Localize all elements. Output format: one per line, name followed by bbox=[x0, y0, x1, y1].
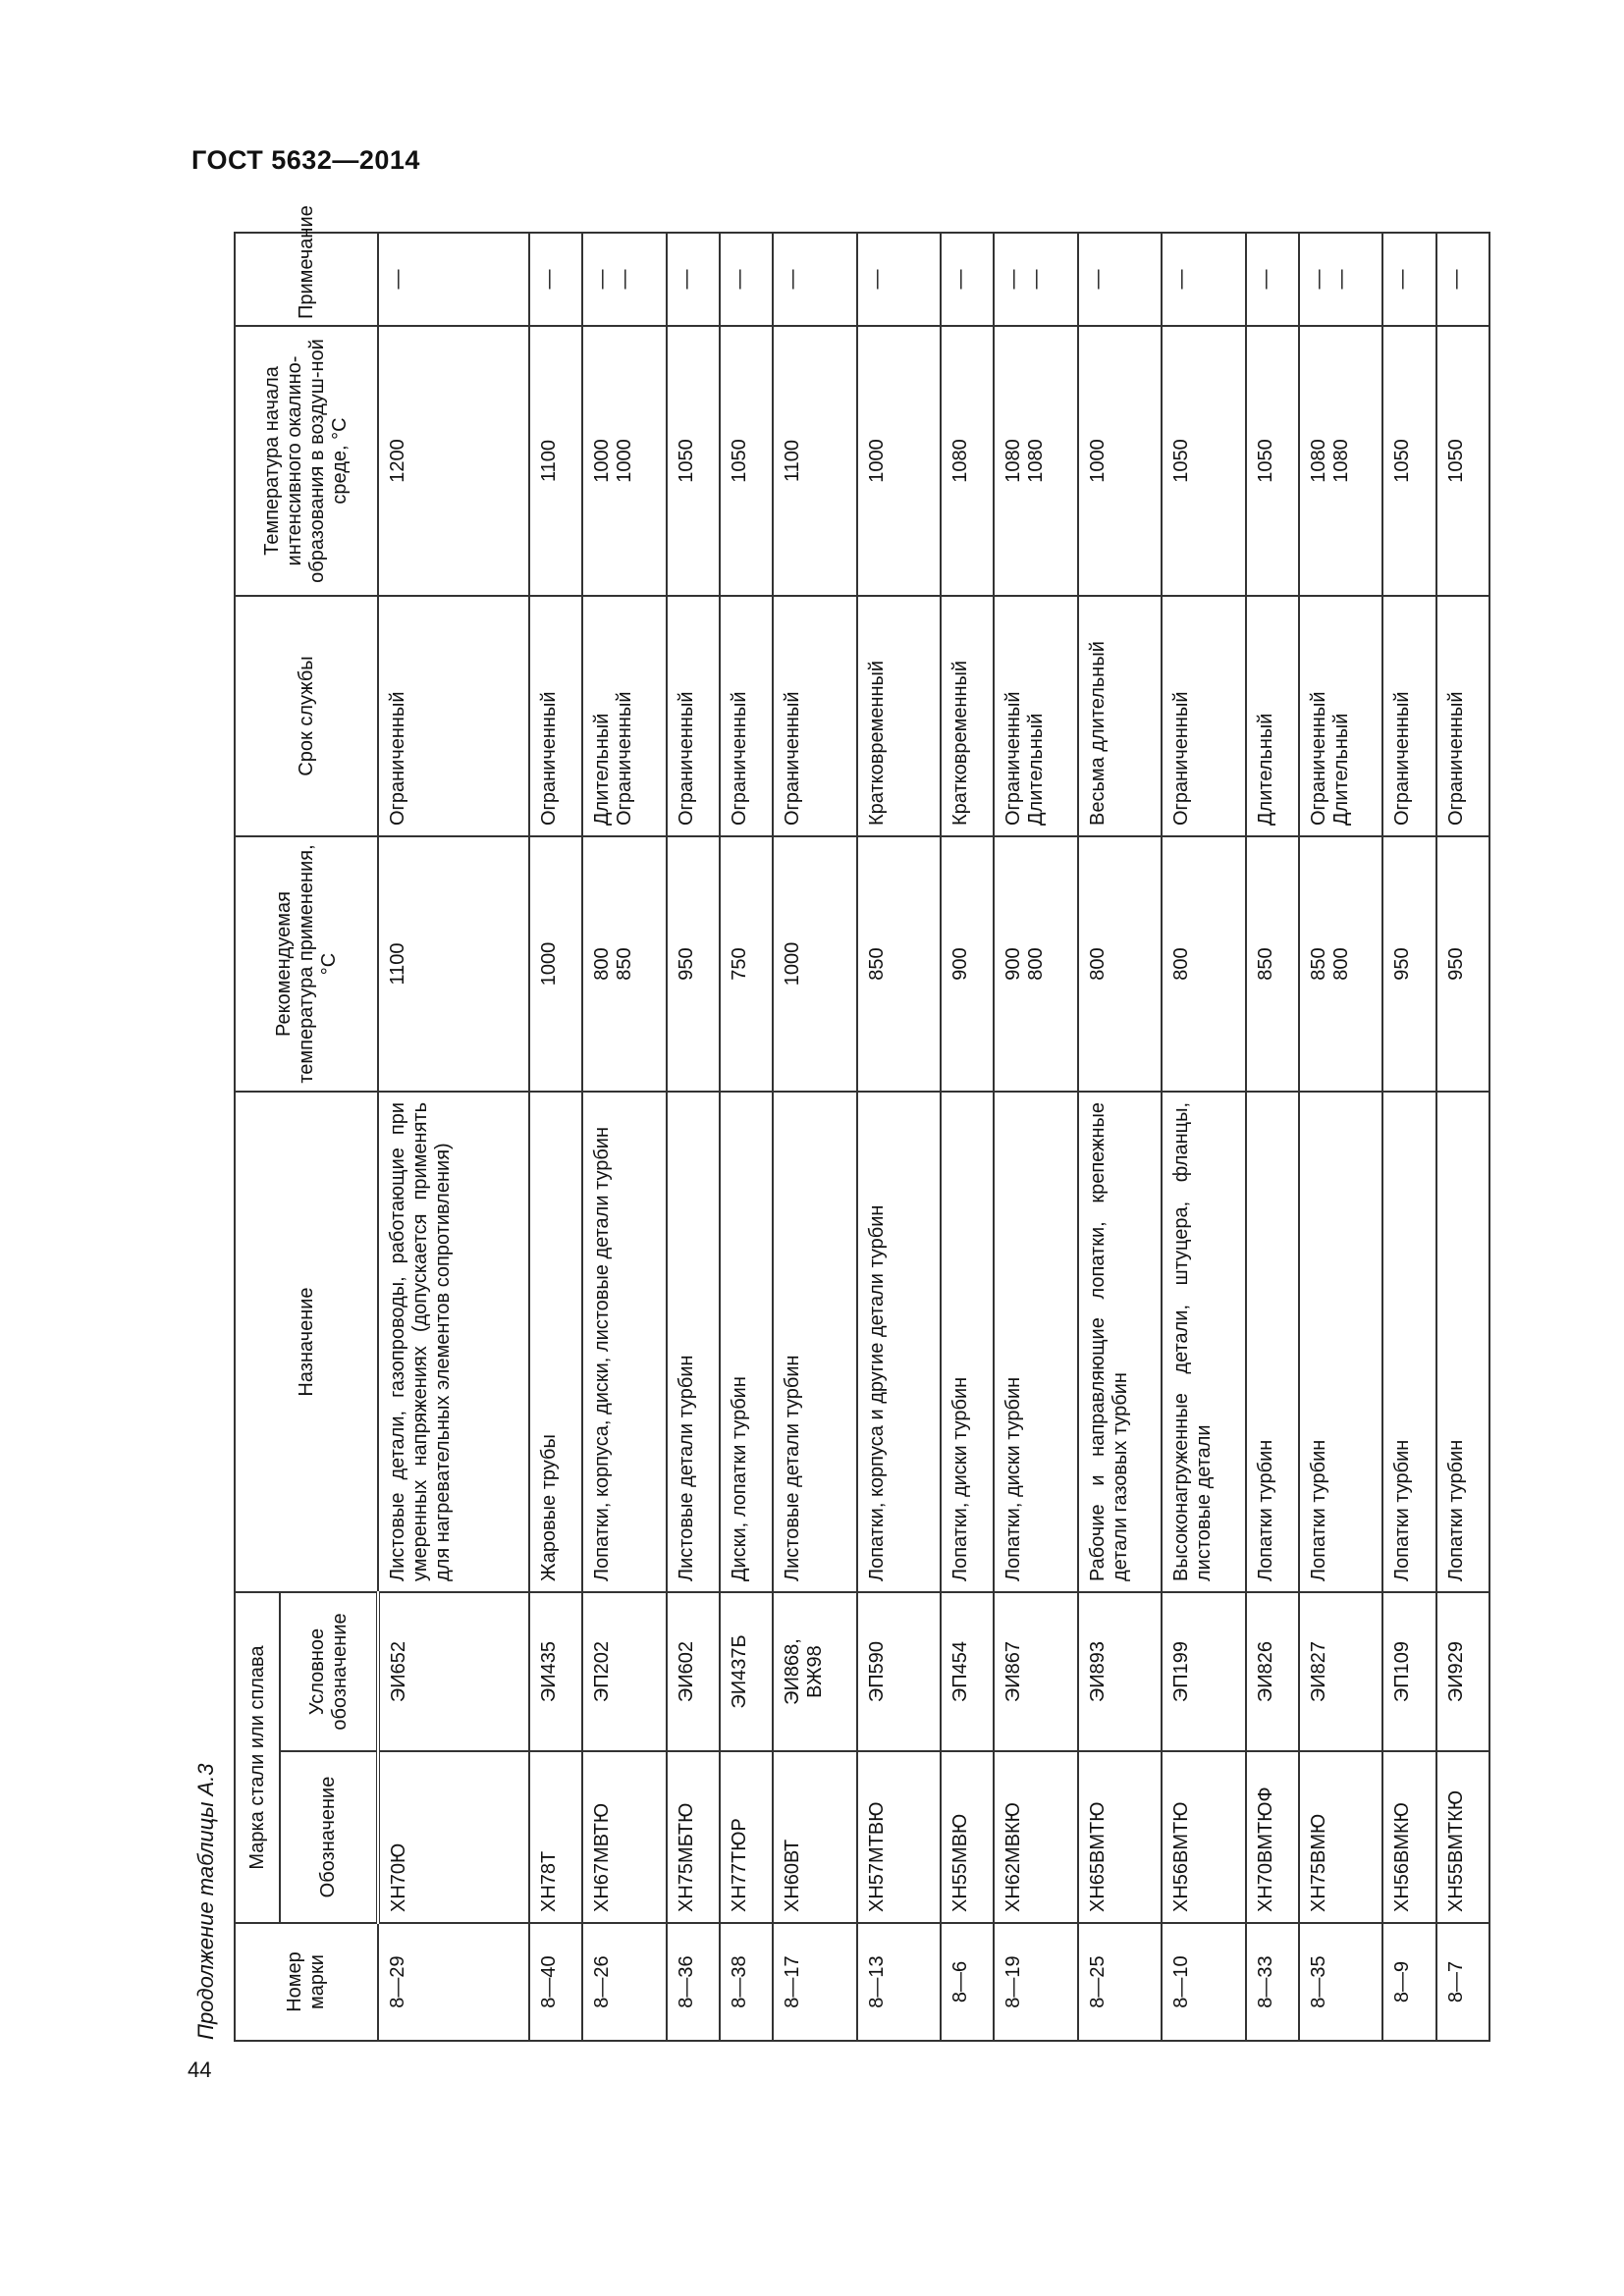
cell-number: 8—6 bbox=[941, 1923, 994, 2041]
cell-service-life: Длительный bbox=[1246, 596, 1299, 836]
cell-purpose: Рабочие и направляющие лопатки, крепежные детали газовых турбин bbox=[1078, 1092, 1162, 1592]
cell-recommended-temp: 850 bbox=[1246, 836, 1299, 1092]
cell-number: 8—10 bbox=[1162, 1923, 1245, 2041]
table-row bbox=[1162, 233, 1245, 2041]
table-row bbox=[994, 233, 1077, 2041]
table-row bbox=[667, 233, 720, 2041]
cell-purpose: Лопатки, корпуса, диски, листовые детали турбин bbox=[582, 1092, 666, 1592]
cell-purpose: Высоконагруженные детали, штуцера, фланцы, листовые детали bbox=[1162, 1092, 1245, 1592]
cell-scaling-temp: 1050 bbox=[720, 326, 773, 596]
cell-note: — bbox=[529, 233, 582, 326]
cell-number: 8—36 bbox=[667, 1923, 720, 2041]
cell-conventional: ЭП202 bbox=[582, 1592, 666, 1751]
table-body bbox=[378, 233, 1489, 2041]
cell-scaling-temp: 1000 bbox=[1078, 326, 1162, 596]
cell-note: — bbox=[1078, 233, 1162, 326]
cell-note: — bbox=[667, 233, 720, 326]
table-row bbox=[941, 233, 994, 2041]
cell-designation: ХН55МВЮ bbox=[941, 1751, 994, 1923]
cell-conventional: ЭП590 bbox=[857, 1592, 941, 1751]
cell-purpose: Листовые детали турбин bbox=[773, 1092, 856, 1592]
cell-recommended-temp: 800 bbox=[1162, 836, 1245, 1092]
document-id: ГОСТ 5632—2014 bbox=[191, 145, 420, 175]
cell-conventional: ЭИ868, ВЖ98 bbox=[773, 1592, 856, 1751]
cell-designation: ХН56ВМКЮ bbox=[1382, 1751, 1435, 1923]
cell-number: 8—38 bbox=[720, 1923, 773, 2041]
page-number: 44 bbox=[188, 2057, 212, 2082]
rotated-table-area bbox=[187, 205, 1492, 2042]
cell-designation: ХН67МВТЮ bbox=[582, 1751, 666, 1923]
cell-number: 8—29 bbox=[378, 1923, 529, 2041]
cell-note: — bbox=[773, 233, 856, 326]
cell-service-life: Ограниченный Длительный bbox=[1299, 596, 1382, 836]
cell-service-life: Ограниченный bbox=[667, 596, 720, 836]
cell-conventional: ЭИ827 bbox=[1299, 1592, 1382, 1751]
cell-conventional: ЭИ826 bbox=[1246, 1592, 1299, 1751]
cell-recommended-temp: 900 bbox=[941, 836, 994, 1092]
cell-number: 8—19 bbox=[994, 1923, 1077, 2041]
cell-conventional: ЭИ893 bbox=[1078, 1592, 1162, 1751]
cell-designation: ХН55ВМТКЮ bbox=[1436, 1751, 1489, 1923]
cell-recommended-temp: 950 bbox=[1436, 836, 1489, 1092]
cell-recommended-temp: 850 800 bbox=[1299, 836, 1382, 1092]
cell-designation: ХН57МТВЮ bbox=[857, 1751, 941, 1923]
column-header-designation: Обозначение bbox=[280, 1751, 378, 1923]
cell-conventional: ЭИ435 bbox=[529, 1592, 582, 1751]
cell-conventional: ЭИ437Б bbox=[720, 1592, 773, 1751]
cell-designation: ХН65ВМТЮ bbox=[1078, 1751, 1162, 1923]
cell-designation: ХН70ВМТЮФ bbox=[1246, 1751, 1299, 1923]
cell-scaling-temp: 1080 bbox=[941, 326, 994, 596]
cell-purpose: Лопатки турбин bbox=[1246, 1092, 1299, 1592]
table-row bbox=[1078, 233, 1162, 2041]
cell-note: — bbox=[857, 233, 941, 326]
cell-purpose: Диски, лопатки турбин bbox=[720, 1092, 773, 1592]
column-header-purpose: Назначение bbox=[235, 1092, 378, 1592]
cell-designation: ХН75МБТЮ bbox=[667, 1751, 720, 1923]
data-table bbox=[234, 205, 1490, 2042]
table-row bbox=[1246, 233, 1299, 2041]
cell-purpose: Лопатки турбин bbox=[1436, 1092, 1489, 1592]
table-row bbox=[1382, 233, 1435, 2041]
cell-designation: ХН56ВМТЮ bbox=[1162, 1751, 1245, 1923]
cell-designation: ХН78Т bbox=[529, 1751, 582, 1923]
cell-service-life: Ограниченный bbox=[378, 596, 529, 836]
table-caption: Продолжение таблицы А.3 bbox=[193, 1763, 218, 2040]
cell-purpose: Жаровые трубы bbox=[529, 1092, 582, 1592]
cell-designation: ХН75ВМЮ bbox=[1299, 1751, 1382, 1923]
cell-recommended-temp: 800 bbox=[1078, 836, 1162, 1092]
cell-purpose: Лопатки, диски турбин bbox=[994, 1092, 1077, 1592]
cell-note: — bbox=[1436, 233, 1489, 326]
table-row bbox=[378, 233, 529, 2041]
table-row bbox=[720, 233, 773, 2041]
cell-conventional: ЭП454 bbox=[941, 1592, 994, 1751]
column-header-note: Примечание bbox=[235, 233, 378, 326]
cell-designation: ХН77ТЮР bbox=[720, 1751, 773, 1923]
cell-conventional: ЭП199 bbox=[1162, 1592, 1245, 1751]
cell-purpose: Листовые детали, газопроводы, работающие при умеренных напряжениях (допускается применять для нагревательных элементов сопротивления) bbox=[378, 1092, 529, 1592]
cell-scaling-temp: 1050 bbox=[1382, 326, 1435, 596]
column-header-recommended-temp: Рекомендуемая температура применения, °С bbox=[235, 836, 378, 1092]
cell-scaling-temp: 1050 bbox=[1436, 326, 1489, 596]
cell-note: — bbox=[1382, 233, 1435, 326]
cell-number: 8—40 bbox=[529, 1923, 582, 2041]
cell-purpose: Лопатки турбин bbox=[1382, 1092, 1435, 1592]
cell-recommended-temp: 1000 bbox=[773, 836, 856, 1092]
cell-purpose: Лопатки турбин bbox=[1299, 1092, 1382, 1592]
table-row bbox=[582, 233, 666, 2041]
cell-note: — bbox=[941, 233, 994, 326]
cell-purpose: Листовые детали турбин bbox=[667, 1092, 720, 1592]
column-header-scaling-temp: Температура начала интенсивного окалино-образования в воздуш-ной среде, °С bbox=[235, 326, 378, 596]
cell-designation: ХН60ВТ bbox=[773, 1751, 856, 1923]
cell-note: — — bbox=[1299, 233, 1382, 326]
cell-number: 8—9 bbox=[1382, 1923, 1435, 2041]
cell-number: 8—17 bbox=[773, 1923, 856, 2041]
cell-conventional: ЭИ652 bbox=[378, 1592, 529, 1751]
cell-recommended-temp: 1000 bbox=[529, 836, 582, 1092]
cell-recommended-temp: 850 bbox=[857, 836, 941, 1092]
cell-conventional: ЭИ867 bbox=[994, 1592, 1077, 1751]
cell-scaling-temp: 1050 bbox=[667, 326, 720, 596]
cell-number: 8—7 bbox=[1436, 1923, 1489, 2041]
cell-number: 8—13 bbox=[857, 1923, 941, 2041]
cell-note: — — bbox=[582, 233, 666, 326]
cell-recommended-temp: 750 bbox=[720, 836, 773, 1092]
column-header-service-life: Срок службы bbox=[235, 596, 378, 836]
cell-conventional: ЭИ929 bbox=[1436, 1592, 1489, 1751]
cell-recommended-temp: 950 bbox=[667, 836, 720, 1092]
table-row bbox=[773, 233, 856, 2041]
cell-note: — — bbox=[994, 233, 1077, 326]
column-header-brand-group: Марка стали или сплава bbox=[235, 1592, 280, 1923]
cell-designation: ХН70Ю bbox=[378, 1751, 529, 1923]
cell-recommended-temp: 900 800 bbox=[994, 836, 1077, 1092]
cell-purpose: Лопатки, корпуса и другие детали турбин bbox=[857, 1092, 941, 1592]
cell-scaling-temp: 1000 bbox=[857, 326, 941, 596]
table-row bbox=[1436, 233, 1489, 2041]
cell-scaling-temp: 1080 1080 bbox=[1299, 326, 1382, 596]
cell-designation: ХН62МВКЮ bbox=[994, 1751, 1077, 1923]
cell-service-life: Ограниченный bbox=[1436, 596, 1489, 836]
cell-service-life: Весьма длительный bbox=[1078, 596, 1162, 836]
cell-recommended-temp: 1100 bbox=[378, 836, 529, 1092]
cell-scaling-temp: 1050 bbox=[1162, 326, 1245, 596]
cell-note: — bbox=[1162, 233, 1245, 326]
cell-note: — bbox=[720, 233, 773, 326]
cell-number: 8—33 bbox=[1246, 1923, 1299, 2041]
cell-note: — bbox=[1246, 233, 1299, 326]
cell-service-life: Ограниченный Длительный bbox=[994, 596, 1077, 836]
cell-service-life: Ограниченный bbox=[529, 596, 582, 836]
cell-conventional: ЭП109 bbox=[1382, 1592, 1435, 1751]
cell-service-life: Ограниченный bbox=[720, 596, 773, 836]
cell-number: 8—25 bbox=[1078, 1923, 1162, 2041]
cell-service-life: Ограниченный bbox=[1382, 596, 1435, 836]
cell-service-life: Кратковременный bbox=[857, 596, 941, 836]
cell-scaling-temp: 1200 bbox=[378, 326, 529, 596]
cell-service-life: Ограниченный bbox=[773, 596, 856, 836]
cell-scaling-temp: 1000 1000 bbox=[582, 326, 666, 596]
table-row bbox=[857, 233, 941, 2041]
cell-recommended-temp: 800 850 bbox=[582, 836, 666, 1092]
cell-scaling-temp: 1100 bbox=[529, 326, 582, 596]
table-row bbox=[1299, 233, 1382, 2041]
cell-note: — bbox=[378, 233, 529, 326]
column-header-conventional: Условное обозначение bbox=[280, 1592, 378, 1751]
cell-scaling-temp: 1080 1080 bbox=[994, 326, 1077, 596]
cell-number: 8—26 bbox=[582, 1923, 666, 2041]
cell-recommended-temp: 950 bbox=[1382, 836, 1435, 1092]
cell-service-life: Ограниченный bbox=[1162, 596, 1245, 836]
cell-service-life: Кратковременный bbox=[941, 596, 994, 836]
cell-purpose: Лопатки, диски турбин bbox=[941, 1092, 994, 1592]
cell-service-life: Длительный Ограниченный bbox=[582, 596, 666, 836]
table-row bbox=[529, 233, 582, 2041]
cell-conventional: ЭИ602 bbox=[667, 1592, 720, 1751]
column-header-number: Номер марки bbox=[235, 1923, 378, 2041]
cell-number: 8—35 bbox=[1299, 1923, 1382, 2041]
cell-scaling-temp: 1050 bbox=[1246, 326, 1299, 596]
cell-scaling-temp: 1100 bbox=[773, 326, 856, 596]
